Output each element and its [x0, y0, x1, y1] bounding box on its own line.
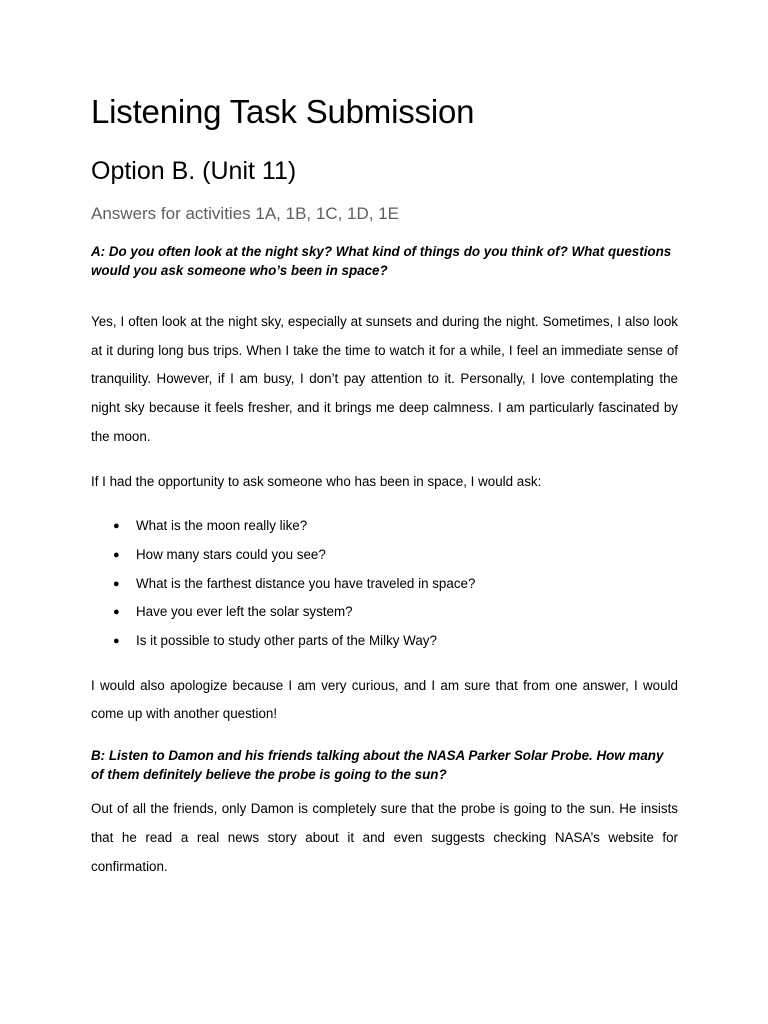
question-b: B: Listen to Damon and his friends talking about the NASA Parker Solar Probe. How many of them definitely believe the probe is going to the sun?: [91, 748, 664, 783]
answer-a-paragraph-1: Yes, I often look at the night sky, especially at sunsets and during the night. Sometimes, I also look at it during long bus trips. When I take the time to watch it for a while, I feel an immediate sense of tranquility. However, if I am busy, I don’t pay attention to it. Personally, I love contemplating the night sky because it feels fresher, and it brings me deep calmness. I am particularly fascinated by the moon.: [91, 314, 678, 444]
list-item-text: What is the farthest distance you have traveled in space?: [136, 575, 476, 591]
list-item-text: Have you ever left the solar system?: [136, 604, 353, 620]
bullet-icon: ●: [113, 548, 120, 561]
space-questions-list: [91, 512, 678, 656]
activities-heading: Answers for activities 1A, 1B, 1C, 1D, 1E: [91, 204, 400, 223]
question-a: A: Do you often look at the night sky? What kind of things do you think of? What questions would you ask someone who’s been in space?: [91, 244, 672, 278]
list-item: [113, 570, 678, 599]
list-item: [113, 512, 678, 541]
answer-a-paragraph-2: If I had the opportunity to ask someone who has been in space, I would ask:: [91, 473, 542, 489]
list-item-text: Is it possible to study other parts of the Milky Way?: [136, 633, 437, 649]
document-subtitle: Option B. (Unit 11): [91, 157, 297, 185]
bullet-icon: ●: [113, 577, 120, 590]
bullet-icon: ●: [113, 606, 120, 619]
list-item-text: What is the moon really like?: [136, 518, 308, 534]
list-item-text: How many stars could you see?: [136, 546, 326, 562]
list-item: [113, 598, 678, 627]
answer-a-paragraph-3: I would also apologize because I am very curious, and I am sure that from one answer, I would come up with another question!: [91, 677, 678, 722]
document-title: Listening Task Submission: [91, 93, 475, 130]
bullet-icon: ●: [113, 520, 120, 533]
bullet-icon: ●: [113, 635, 120, 648]
list-item: [113, 541, 678, 570]
list-item: [113, 627, 678, 656]
answer-b-paragraph-1: Out of all the friends, only Damon is completely sure that the probe is going to the sun. He insists that he read a real news story about it and even suggests checking NASA’s website for confirmation.: [91, 801, 678, 874]
